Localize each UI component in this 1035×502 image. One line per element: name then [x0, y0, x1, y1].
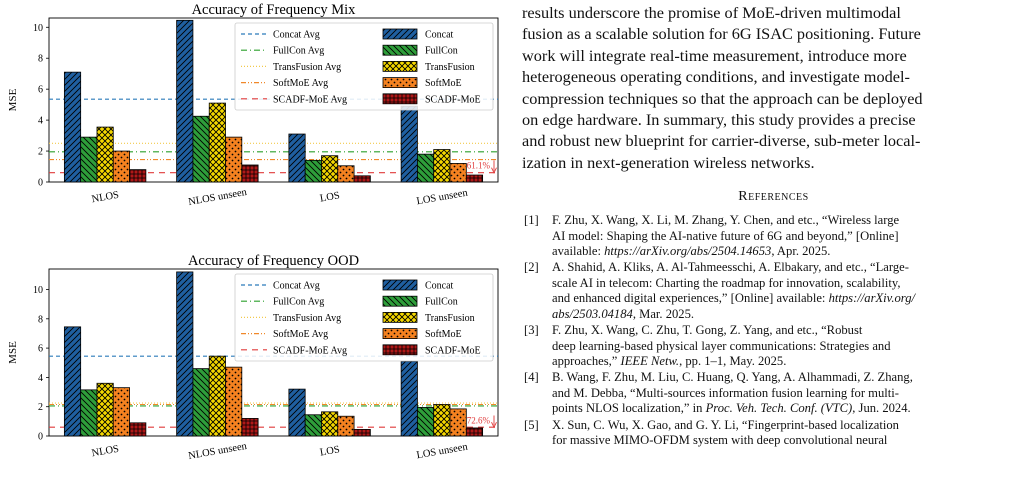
reference-number: [1]: [524, 213, 539, 228]
legend-label: Concat Avg: [273, 280, 320, 292]
bar: [450, 409, 466, 436]
bar: [64, 327, 80, 436]
legend-label: SoftMoE Avg: [273, 78, 329, 90]
bar: [450, 163, 466, 182]
x-tick-label: NLOS: [90, 189, 120, 206]
reference-item: [522, 213, 1025, 259]
bar: [354, 429, 370, 436]
legend-bar-swatch: [383, 29, 417, 39]
paragraph-line: results underscore the promise of MoE-driven multimodal: [522, 3, 901, 22]
bar: [305, 160, 321, 182]
legend-bar-swatch: [383, 296, 417, 306]
bar: [209, 356, 225, 436]
reference-item: [522, 323, 1025, 369]
legend-label: SoftMoE Avg: [273, 329, 329, 341]
bar: [226, 367, 242, 436]
bar: [209, 103, 225, 182]
bar: [130, 423, 146, 436]
reference-line: available: https://arXiv.org/abs/2504.14653, Apr. 2025.: [552, 244, 831, 259]
bar: [321, 156, 337, 182]
chart-title: Accuracy of Frequency OOD: [187, 253, 360, 269]
legend-label: Concat Avg: [273, 29, 320, 41]
legend-label: FullCon: [425, 45, 458, 57]
paragraph-line: on edge hardware. In summary, this study provides a precise: [522, 110, 916, 130]
reference-line: and enhanced digital experiences,” [Online] available: https://arXiv.org/: [552, 291, 915, 306]
text-column: [522, 0, 1025, 449]
x-tick-label: LOS unseen: [415, 441, 469, 462]
y-tick-label: 2: [38, 402, 43, 414]
bar: [177, 272, 193, 436]
bar: [193, 116, 209, 182]
legend-label: TransFusion Avg: [273, 312, 342, 324]
bar: [226, 137, 242, 182]
legend-label: FullCon Avg: [273, 45, 325, 57]
bar: [338, 166, 354, 182]
legend-label: Concat: [425, 29, 454, 41]
bar: [177, 20, 193, 182]
reference-line: F. Zhu, X. Wang, C. Zhu, T. Gong, Z. Yang, and etc., “Robust: [552, 323, 863, 338]
reference-item: [522, 418, 1025, 449]
y-tick-label: 6: [38, 84, 43, 96]
legend-bar-swatch: [383, 280, 417, 290]
chart-frequency-mix: [0, 0, 505, 251]
paragraph-line: compression techniques so that the approach can be deployed: [522, 88, 923, 108]
reference-link[interactable]: abs/2503.04184: [552, 306, 633, 321]
journal-name: IEEE Netw.: [620, 353, 680, 368]
paragraph-line: and robust new blueprint for carrier-diverse, sub-meter local-: [522, 131, 921, 151]
paragraph-line: ization in next-generation wireless networks.: [522, 152, 815, 172]
legend-bar-swatch: [383, 78, 417, 88]
paragraph-line: fusion as a scalable solution for 6G ISAC positioning. Future: [522, 24, 921, 44]
bar: [401, 361, 417, 436]
legend-label: Concat: [425, 280, 454, 292]
reference-number: [5]: [524, 417, 539, 432]
bar: [81, 137, 97, 182]
y-tick-label: 0: [38, 431, 43, 443]
y-axis-label: MSE: [7, 341, 19, 364]
bar: [289, 134, 305, 182]
y-tick-label: 0: [38, 177, 43, 189]
legend-label: TransFusion: [425, 61, 475, 73]
y-axis-label: MSE: [7, 88, 19, 112]
bar: [97, 127, 113, 182]
legend-label: FullCon: [425, 296, 458, 308]
reference-number: [2]: [524, 260, 539, 275]
bar: [289, 389, 305, 436]
bar: [81, 390, 97, 436]
bar: [113, 151, 129, 182]
x-tick-label: NLOS: [90, 443, 120, 460]
paragraph-line: heterogeneous operating conditions, and investigate model-: [522, 67, 910, 87]
bar: [305, 415, 321, 436]
y-tick-label: 10: [33, 22, 43, 34]
bar: [354, 176, 370, 182]
bar: [113, 388, 129, 436]
reference-number: [3]: [524, 323, 539, 338]
bar: [417, 154, 433, 182]
bar: [242, 418, 258, 436]
bar: [97, 383, 113, 436]
reference-line: points NLOS localization,” in Proc. Veh. Tech. Conf. (VTC), Jun. 2024.: [552, 401, 911, 416]
figure-panel: [0, 0, 505, 502]
bar: [417, 407, 433, 436]
y-tick-label: 6: [38, 343, 43, 355]
conference-name: Proc. Veh. Tech. Conf. (VTC): [705, 401, 853, 416]
legend-bar-swatch: [383, 45, 417, 55]
legend-bar-swatch: [383, 345, 417, 355]
reference-line: scale AI in telecom: Charting the roadmap for innovation, scalability,: [552, 275, 901, 290]
bar: [466, 428, 482, 436]
bar: [130, 170, 146, 182]
x-tick-label: NLOS unseen: [187, 440, 248, 463]
bar: [242, 165, 258, 182]
y-tick-label: 8: [38, 53, 43, 65]
legend-bar-swatch: [383, 329, 417, 339]
y-tick-label: 8: [38, 314, 43, 326]
legend-label: SCADF-MoE Avg: [273, 345, 347, 357]
reference-line: abs/2503.04184, Mar. 2025.: [552, 306, 695, 321]
legend-label: TransFusion Avg: [273, 61, 342, 73]
legend-label: SCADF-MoE: [425, 94, 481, 106]
legend-label: FullCon Avg: [273, 296, 325, 308]
reference-item: [522, 260, 1025, 322]
legend-label: SoftMoE: [425, 329, 462, 341]
reference-line: F. Zhu, X. Wang, X. Li, M. Zhang, Y. Chen, and etc., “Wireless large: [552, 213, 900, 228]
reference-line: approaches,” IEEE Netw., pp. 1–1, May. 2025.: [552, 353, 787, 368]
legend-bar-swatch: [383, 312, 417, 322]
bar: [338, 416, 354, 436]
x-tick-label: LOS: [319, 190, 341, 205]
legend-label: SCADF-MoE: [425, 345, 481, 357]
reference-link[interactable]: https://arXiv.org/: [828, 291, 915, 306]
reference-line: deep learning-based physical layer communications: Strategies and: [552, 338, 891, 353]
legend-bar-swatch: [383, 94, 417, 104]
legend-label: SCADF-MoE Avg: [273, 94, 347, 106]
x-tick-label: LOS unseen: [415, 187, 469, 208]
bar: [434, 150, 450, 182]
reference-link[interactable]: https://arXiv.org/abs/2504.14653: [604, 244, 772, 259]
y-tick-label: 4: [38, 372, 43, 384]
legend-bar-swatch: [383, 61, 417, 71]
bar: [434, 405, 450, 436]
references-heading: References: [738, 189, 809, 205]
bar: [64, 72, 80, 182]
reference-line: B. Wang, F. Zhu, M. Liu, C. Huang, Q. Yang, A. Alhammadi, Z. Zhang,: [552, 370, 913, 385]
reference-line: AI model: Shaping the AI-native future of 6G and beyond,” [Online]: [552, 228, 899, 243]
x-tick-label: NLOS unseen: [187, 186, 248, 209]
bar: [401, 106, 417, 182]
y-tick-label: 2: [38, 146, 43, 158]
legend-label: TransFusion: [425, 312, 475, 324]
reference-line: X. Sun, C. Wu, X. Gao, and G. Y. Li, “Fingerprint-based localization: [552, 417, 899, 432]
chart-title: Accuracy of Frequency Mix: [191, 2, 356, 18]
annotation-label: 72.6%: [466, 415, 490, 426]
reference-line: A. Shahid, A. Kliks, A. Al-Tahmeesschi, A. Elbakary, and etc., “Large-: [552, 260, 909, 275]
bar: [193, 369, 209, 436]
x-tick-label: LOS: [319, 444, 341, 459]
paragraph-line: work will integrate real-time measurement, introduce more: [522, 45, 907, 65]
bar: [466, 175, 482, 182]
reference-item: [522, 370, 1025, 416]
chart-frequency-ood: [0, 251, 505, 502]
bar: [321, 412, 337, 436]
legend-label: SoftMoE: [425, 78, 462, 90]
y-tick-label: 4: [38, 115, 43, 127]
reference-number: [4]: [524, 370, 539, 385]
y-tick-label: 10: [33, 285, 43, 297]
reference-line: for massive MIMO-OFDM system with deep convolutional neural: [552, 432, 888, 447]
reference-line: and M. Debba, “Multi-sources information fusion learning for multi-: [552, 385, 899, 400]
conclusion-paragraph: [522, 2, 1025, 173]
annotation-label: 61.1%: [466, 160, 490, 171]
